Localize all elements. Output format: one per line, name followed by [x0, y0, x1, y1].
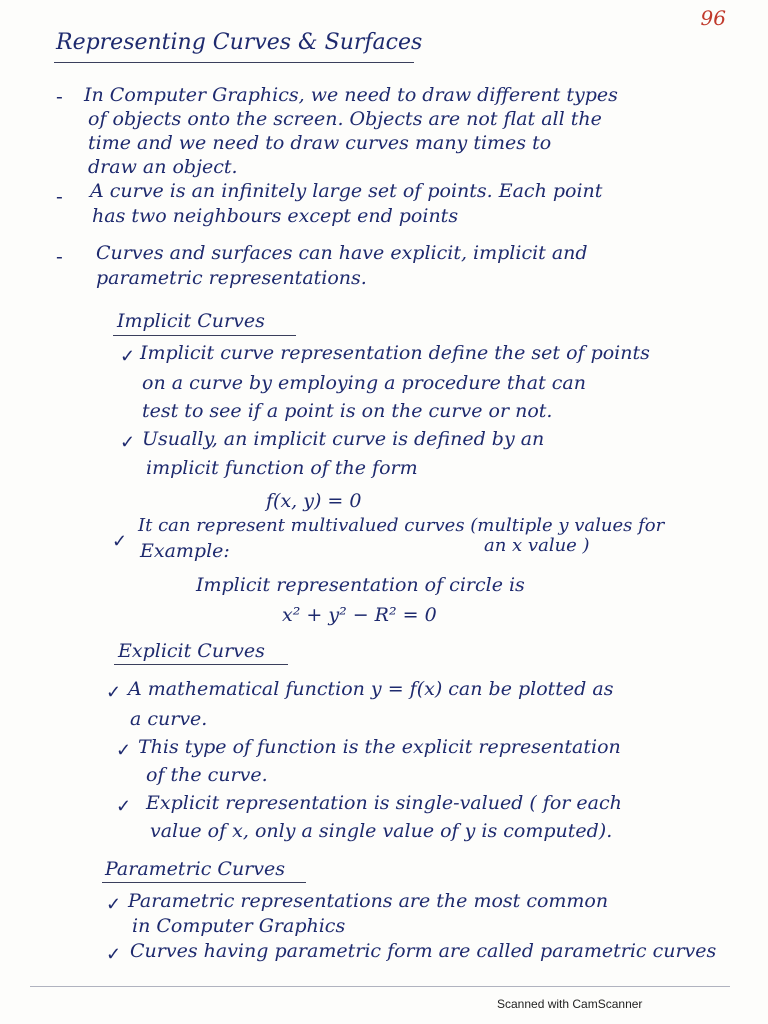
section-heading-explicit: Explicit Curves [118, 640, 265, 662]
check-marker: ✓ [106, 944, 122, 965]
check-marker: ✓ [120, 432, 136, 453]
check-marker: ✓ [112, 531, 128, 552]
implicit-line: on a curve by employing a procedure that can [142, 372, 586, 394]
intro-line: has two neighbours except end points [92, 205, 459, 227]
circle-equation: x² + y² − R² = 0 [282, 604, 437, 626]
explicit-line: of the curve. [146, 764, 268, 786]
check-marker: ✓ [116, 740, 132, 761]
function-form: f(x, y) = 0 [266, 490, 362, 512]
check-marker: ✓ [106, 682, 122, 703]
check-marker: ✓ [116, 796, 132, 817]
title-underline [54, 62, 414, 63]
multivalued-line: It can represent multivalued curves (multiple y values for [138, 515, 665, 536]
intro-line: A curve is an infinitely large set of points. Each point [90, 180, 603, 202]
explicit-line: a curve. [130, 708, 208, 730]
bullet-marker: - [56, 244, 63, 268]
heading-underline [114, 664, 288, 665]
heading-underline [113, 335, 296, 336]
bullet-marker: - [56, 184, 63, 208]
intro-line: draw an object. [88, 156, 238, 178]
section-heading-parametric: Parametric Curves [105, 858, 285, 880]
multivalued-line: an x value ) [484, 535, 590, 556]
parametric-line: in Computer Graphics [132, 915, 346, 937]
page-number: 96 [700, 6, 726, 30]
heading-underline [102, 882, 306, 883]
implicit-line: implicit function of the form [146, 457, 418, 479]
implicit-line: test to see if a point is on the curve or not. [142, 400, 553, 422]
bullet-marker: - [56, 84, 63, 108]
circle-text: Implicit representation of circle is [196, 574, 525, 596]
intro-line: time and we need to draw curves many times to [88, 132, 552, 154]
explicit-line: Explicit representation is single-valued ( for each [146, 792, 622, 814]
check-marker: ✓ [106, 894, 122, 915]
explicit-line: This type of function is the explicit representation [138, 736, 621, 758]
explicit-line: value of x, only a single value of y is computed). [150, 820, 613, 842]
parametric-line: Curves having parametric form are called parametric curves [130, 940, 717, 962]
section-heading-implicit: Implicit Curves [117, 310, 265, 332]
intro-line: parametric representations. [96, 267, 367, 289]
page-title: Representing Curves & Surfaces [56, 30, 423, 55]
intro-line: In Computer Graphics, we need to draw different types [84, 84, 618, 106]
implicit-line: Implicit curve representation define the set of points [140, 342, 650, 364]
parametric-line: Parametric representations are the most common [128, 890, 609, 912]
intro-line: Curves and surfaces can have explicit, implicit and [96, 242, 588, 264]
example-label: Example: [140, 540, 230, 562]
scanner-watermark: Scanned with CamScanner [497, 997, 643, 1011]
intro-line: of objects onto the screen. Objects are not flat all the [88, 108, 602, 130]
explicit-line: A mathematical function y = f(x) can be plotted as [128, 678, 614, 700]
implicit-line: Usually, an implicit curve is defined by an [142, 428, 545, 450]
check-marker: ✓ [120, 346, 136, 367]
page-bottom-line [30, 986, 730, 987]
